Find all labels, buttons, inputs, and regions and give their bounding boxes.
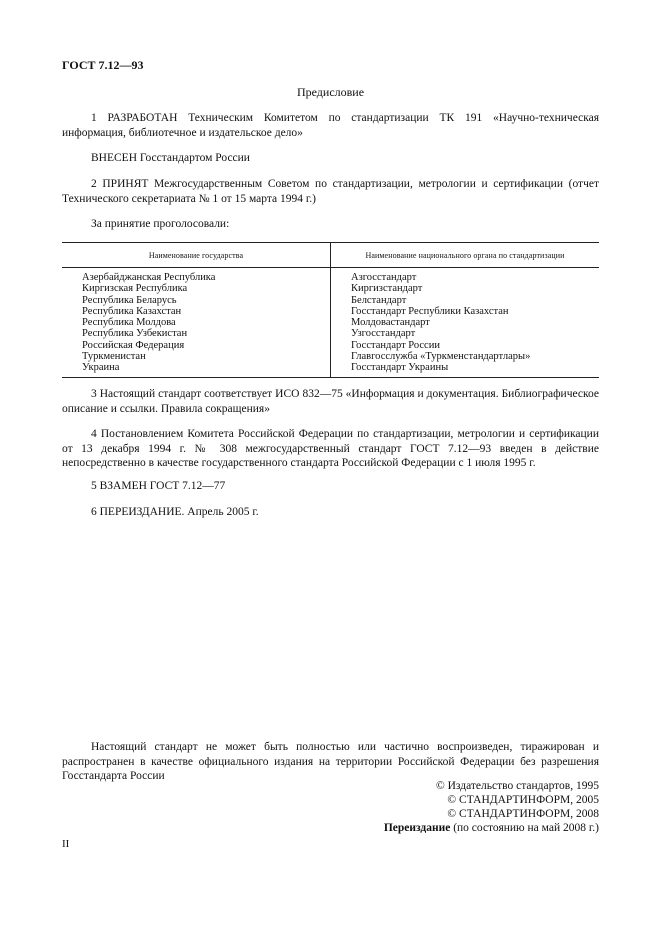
standards-body-name: Молдовастандарт — [351, 317, 430, 329]
state-name: Украина — [82, 362, 120, 374]
page-title: Предисловие — [296, 85, 365, 99]
state-name: Туркменистан — [82, 351, 146, 363]
reprint-label: Переиздание — [383, 822, 451, 834]
paragraph-developed-by: 1 РАЗРАБОТАН Техническим Комитетом по стандартизации ТК 191 «Научно-техническая информация, библиотечное и издательское дело» — [62, 112, 599, 139]
copyright-notice: Настоящий стандарт не может быть полностью или частично воспроизведен, тиражирован и распространен в качестве официального издания на территории Российской Федерации без разрешения Госстандарта России — [62, 741, 599, 782]
table-body-row — [62, 268, 599, 378]
state-name: Российская Федерация — [82, 339, 185, 351]
state-name: Республика Молдова — [82, 317, 176, 329]
copyright-block — [384, 779, 599, 835]
reprint-line — [384, 821, 599, 835]
standards-body-name: Узгосстандарт — [351, 328, 416, 340]
state-name: Республика Узбекистан — [82, 328, 188, 340]
standards-body-name: Главгосслужба «Туркменстандартлары» — [351, 351, 531, 363]
paragraph-resolution: 4 Постановлением Комитета Российской Федерации по стандартизации, метрологии и сертификации от 13 декабря 1994 г. № 308 межгосударственный стандарт ГОСТ 7.12—93 введен в действие непосредственно в качестве государственного стандарта Российской Федерации с 1 июля 1995 г. — [62, 428, 599, 469]
bodies-column — [331, 268, 600, 378]
paragraph-reissue: 6 ПЕРЕИЗДАНИЕ. Апрель 2005 г. — [91, 506, 259, 518]
standards-body-name: Госстандарт России — [351, 339, 440, 351]
standards-body-name: Азгосстандарт — [351, 272, 417, 283]
state-name: Киргизская Республика — [82, 283, 188, 295]
standards-body-name: Госстандарт Республики Казахстан — [351, 305, 509, 317]
voting-states-table — [62, 242, 599, 378]
copyright-line: © СТАНДАРТИНФОРМ, 2005 — [447, 794, 599, 806]
table-header-row — [62, 243, 599, 268]
copyright-line: © СТАНДАРТИНФОРМ, 2008 — [447, 808, 599, 820]
table-header-body: Наименование национального органа по стандартизации — [331, 243, 600, 268]
state-name: Азербайджанская Республика — [82, 272, 216, 283]
paragraph-iso-compliance: 3 Настоящий стандарт соответствует ИСО 832—75 «Информация и документация. Библиографическое описание и ссылки. Правила сокращения» — [62, 388, 599, 415]
paragraph-voted-for: За принятие проголосовали: — [91, 218, 230, 230]
standards-body-name: Киргизстандарт — [351, 283, 423, 295]
paragraph-replaces: 5 ВЗАМЕН ГОСТ 7.12—77 — [91, 480, 226, 492]
table-header-state: Наименование государства — [62, 243, 331, 268]
paragraph-adopted-by: 2 ПРИНЯТ Межгосударственным Советом по стандартизации, метрологии и сертификации (отчет Технического секретариата № 1 от 15 марта 1994 г.) — [62, 178, 599, 205]
standard-code-header: ГОСТ 7.12—93 — [62, 58, 144, 72]
states-column — [62, 268, 331, 378]
paragraph-introduced-by: ВНЕСЕН Госстандартом России — [91, 152, 250, 164]
copyright-line: © Издательство стандартов, 1995 — [435, 780, 599, 792]
standards-body-name: Белстандарт — [351, 294, 407, 306]
state-name: Республика Беларусь — [82, 294, 177, 306]
standards-body-name: Госстандарт Украины — [351, 362, 449, 374]
reprint-date: (по состоянию на май 2008 г.) — [450, 822, 599, 834]
state-name: Республика Казахстан — [82, 305, 182, 317]
page-number: II — [62, 838, 70, 850]
